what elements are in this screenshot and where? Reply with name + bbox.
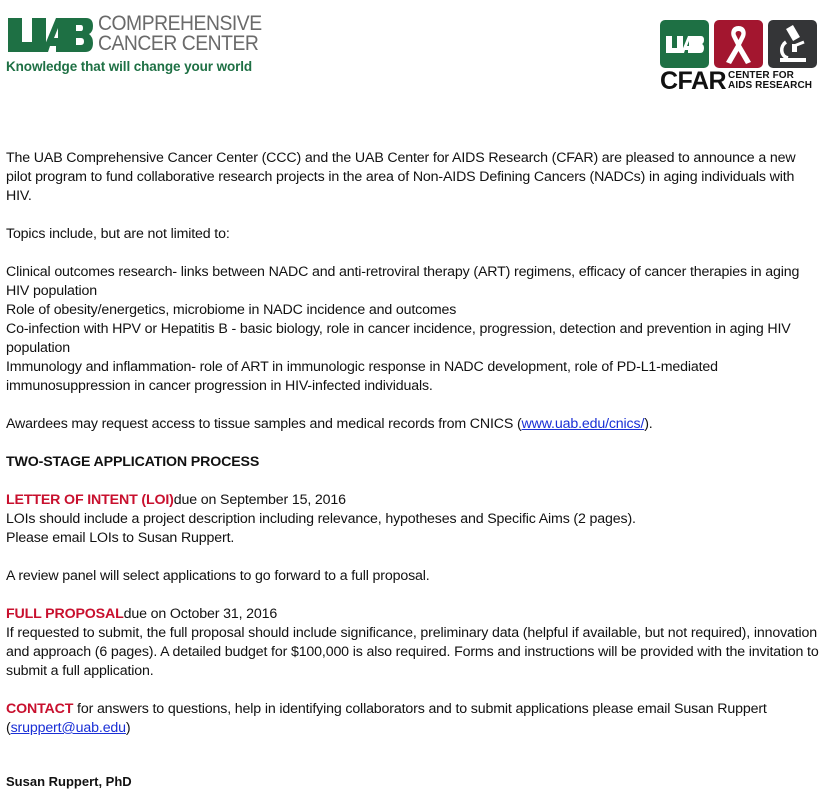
- topic-item: Co-infection with HPV or Hepatitis B - basic biology, role in cancer incidence, progression, detection and prevention in aging HIV population: [6, 321, 791, 356]
- topic-item: Role of obesity/energetics, microbiome in NADC incidence and outcomes: [6, 302, 457, 318]
- ccc-name-line2: CANCER CENTER: [98, 32, 259, 55]
- uab-logo-icon: [6, 16, 94, 54]
- full-proposal-heading: [6, 605, 821, 624]
- intro-paragraph: The UAB Comprehensive Cancer Center (CCC) and the UAB Center for AIDS Research (CFAR) are pleased to announce a new pilot program to fund collaborative research projects in the area of Non-AIDS Defining Cancers (NADCs) in aging individuals with HIV.: [6, 150, 796, 204]
- loi-heading: [6, 491, 821, 510]
- topic-item: Immunology and inflammation- role of ART in immunologic response in NADC development, role of PD-L1-mediated immunosuppression in cancer progression in HIV-infected individuals.: [6, 359, 718, 394]
- ccc-name: [98, 14, 262, 54]
- loi-label: LETTER OF INTENT (LOI): [6, 492, 174, 508]
- red-ribbon-icon: [714, 20, 763, 68]
- cfar-subtitle: [728, 71, 812, 91]
- topics-heading: Topics include, but are not limited to:: [6, 226, 230, 242]
- microscope-icon: [768, 20, 817, 68]
- cnics-link[interactable]: www.uab.edu/cnics/: [521, 416, 645, 432]
- email-link[interactable]: sruppert@uab.edu: [10, 720, 126, 736]
- ccc-tagline: Knowledge that will change your world: [6, 59, 253, 74]
- full-proposal-label: FULL PROPOSAL: [6, 606, 124, 622]
- review-paragraph: A review panel will select applications to go forward to a full proposal.: [6, 568, 430, 584]
- announcement-body: [6, 149, 821, 738]
- cfar-sub-line1: CENTER FOR: [728, 70, 794, 81]
- loi-due-date: due on September 15, 2016: [173, 492, 346, 508]
- cfar-acronym: CFAR: [660, 67, 727, 95]
- loi-email-instruction: Please email LOIs to Susan Ruppert.: [6, 530, 235, 546]
- ccc-name-line1: COMPREHENSIVE: [98, 12, 262, 35]
- contact-label: CONTACT: [6, 701, 74, 717]
- process-heading: TWO-STAGE APPLICATION PROCESS: [6, 454, 260, 470]
- contact-paragraph: [6, 700, 821, 738]
- uab-tile-icon: [660, 20, 709, 68]
- awardees-end: ).: [644, 416, 653, 432]
- contact-end: ): [125, 720, 131, 736]
- contact-text: for answers to questions, help in identifying collaborators and to submit applications please email Susan Ruppert (: [6, 701, 767, 736]
- ccc-logo: [6, 14, 266, 76]
- loi-description: LOIs should include a project description including relevance, hypotheses and Specific Aims (2 pages).: [6, 511, 636, 527]
- topic-item: Clinical outcomes research- links between NADC and anti-retroviral therapy (ART) regimens, efficacy of cancer therapies in aging HIV population: [6, 264, 800, 299]
- cfar-sub-line2: AIDS RESEARCH: [728, 80, 813, 91]
- awardees-text: Awardees may request access to tissue samples and medical records from CNICS (: [6, 416, 522, 432]
- cfar-logo: [660, 20, 820, 95]
- full-proposal-description: If requested to submit, the full proposal should include significance, preliminary data (helpful if available, but not required), innovation and approach (6 pages). A detailed budget for $100,000 is also required. Forms and instructions will be provided with the invitation to submit a full application.: [6, 625, 819, 679]
- full-proposal-due-date: due on October 31, 2016: [123, 606, 278, 622]
- signature: Susan Ruppert, PhD: [6, 774, 132, 789]
- page-header: [0, 0, 832, 110]
- awardees-paragraph: [6, 415, 821, 434]
